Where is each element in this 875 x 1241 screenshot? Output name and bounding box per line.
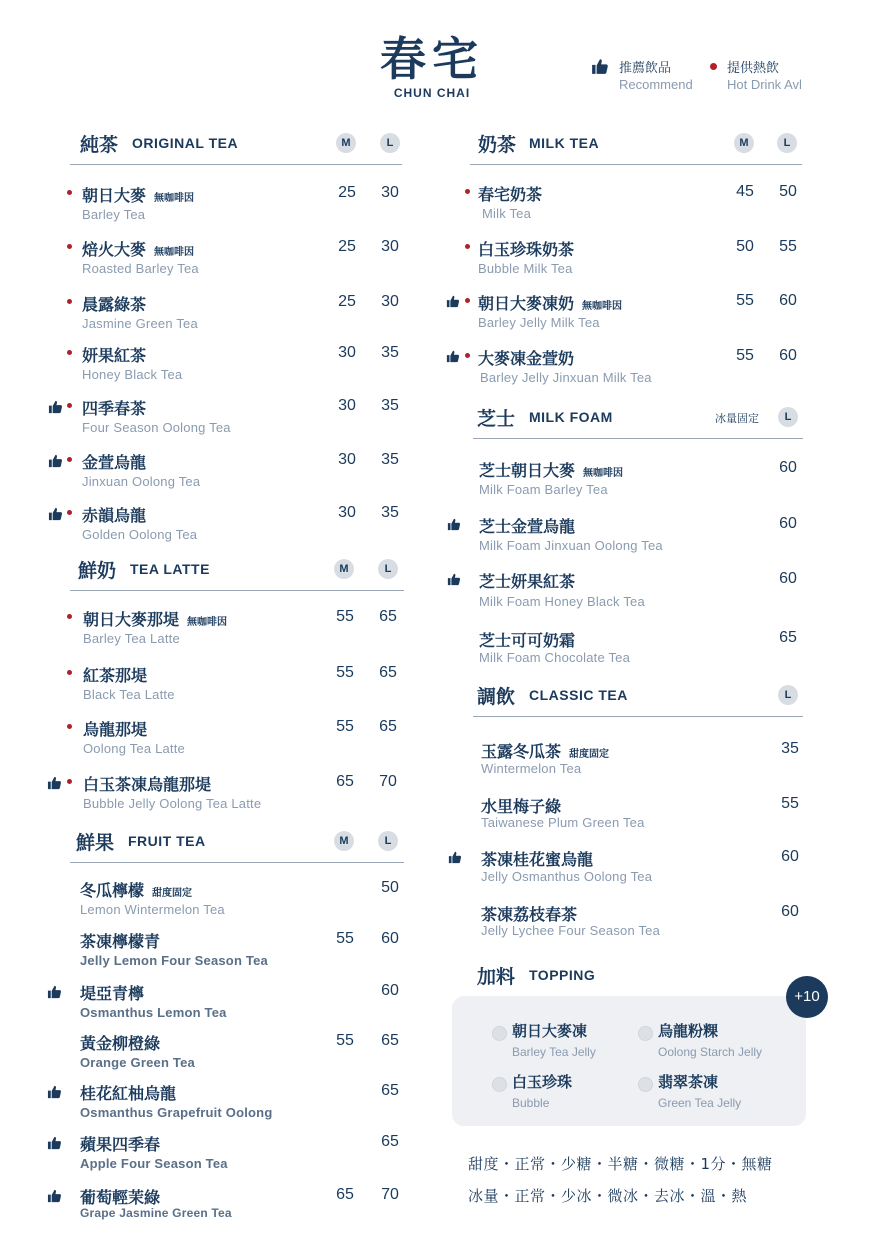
- section-title-en: MILK FOAM: [529, 409, 613, 425]
- menu-item: [479, 514, 809, 558]
- price-l: 30: [381, 238, 399, 255]
- menu-item: [82, 503, 412, 547]
- red-dot-icon: [67, 724, 72, 729]
- red-dot-icon: [465, 298, 470, 303]
- menu-item: [478, 182, 808, 226]
- price-l: 60: [779, 515, 797, 532]
- item-name-en: Apple Four Season Tea: [80, 1156, 228, 1171]
- size-l-badge: L: [777, 133, 797, 153]
- section-tea-latte: [70, 556, 404, 591]
- item-name-en: Bubble Jelly Oolong Tea Latte: [83, 796, 262, 811]
- legend-hot-en: Hot Drink Avl: [727, 77, 802, 92]
- item-note: 無咖啡因: [154, 193, 195, 204]
- item-name-cn: 金萱烏龍: [82, 453, 147, 472]
- price-m: 55: [336, 1032, 354, 1049]
- section-fruit-tea: [70, 828, 404, 863]
- thumbs-up-icon: [48, 399, 63, 414]
- item-name-en: Wintermelon Tea: [481, 761, 582, 776]
- topping-name-en: Oolong Starch Jelly: [658, 1045, 763, 1059]
- item-name-en: Orange Green Tea: [80, 1055, 195, 1070]
- price-l: 35: [381, 344, 399, 361]
- item-name-cn: 烏龍那堤: [83, 720, 148, 739]
- item-name-en: Milk Foam Chocolate Tea: [479, 650, 631, 665]
- size-l-badge: L: [380, 133, 400, 153]
- price-l: 30: [381, 184, 399, 201]
- thumbs-up-icon: [47, 984, 62, 999]
- price-l: 65: [379, 608, 397, 625]
- thumbs-up-icon: [446, 294, 460, 308]
- item-name-cn: 茶凍檸檬青: [80, 932, 161, 951]
- size-l-badge: L: [778, 685, 798, 705]
- legend-recommend-cn: 推薦飲品: [619, 61, 672, 76]
- price-l: 30: [381, 293, 399, 310]
- item-name-en: Jelly Osmanthus Oolong Tea: [481, 869, 653, 884]
- item-name-cn: 朝日大麥那堤 無咖啡因: [83, 610, 228, 629]
- section-classic-tea: [473, 682, 803, 717]
- price-l: 65: [381, 1032, 399, 1049]
- item-note: 無咖啡因: [187, 617, 228, 628]
- thumbs-up-icon: [48, 506, 63, 521]
- item-note: 無咖啡因: [583, 468, 624, 479]
- brand-name-en: CHUN CHAI: [393, 86, 471, 100]
- topping-price-badge: +10: [786, 976, 828, 1018]
- menu-item: [80, 1031, 410, 1075]
- price-l: 70: [379, 773, 397, 790]
- item-name-cn: 蘋果四季春: [80, 1135, 161, 1154]
- item-name-cn: 水里梅子綠: [481, 797, 562, 816]
- item-name-en: Four Season Oolong Tea: [82, 420, 231, 435]
- section-original-tea: [70, 130, 402, 165]
- menu-item: [478, 346, 808, 390]
- item-name-en: Barley Jelly Jinxuan Milk Tea: [480, 370, 652, 385]
- item-name-en: Grape Jasmine Green Tea: [80, 1206, 232, 1220]
- menu-item: [80, 1185, 410, 1229]
- price-m: 55: [336, 664, 354, 681]
- item-name-en: Barley Tea Latte: [83, 631, 180, 646]
- price-m: 65: [336, 773, 354, 790]
- red-dot-icon: [465, 189, 470, 194]
- price-m: 55: [336, 718, 354, 735]
- price-m: 50: [736, 238, 754, 255]
- price-l: 35: [381, 397, 399, 414]
- price-m: 25: [338, 238, 356, 255]
- item-name-cn: 四季春茶: [82, 399, 147, 418]
- section-title-en: MILK TEA: [529, 135, 600, 151]
- item-name-en: Jelly Lychee Four Season Tea: [481, 923, 661, 938]
- thumbs-up-icon: [591, 57, 609, 75]
- item-name-cn: 茶凍荔枝春茶: [481, 905, 578, 924]
- section-title-en: TEA LATTE: [130, 561, 210, 577]
- thumbs-up-icon: [448, 850, 462, 864]
- menu-item: [481, 794, 811, 838]
- thumbs-up-icon: [446, 349, 460, 363]
- menu-item: [83, 607, 413, 651]
- radio-icon[interactable]: [492, 1077, 507, 1092]
- item-note: 無咖啡因: [582, 301, 623, 312]
- menu-item: [80, 929, 410, 973]
- price-m: 30: [338, 344, 356, 361]
- item-name-en: Jinxuan Oolong Tea: [82, 474, 201, 489]
- price-m: 65: [336, 1186, 354, 1203]
- red-dot-icon: [67, 457, 72, 462]
- section-header: [470, 130, 802, 165]
- red-dot-icon: [67, 299, 72, 304]
- item-name-cn: 桂花紅柚烏龍: [80, 1084, 177, 1103]
- price-m: 25: [338, 293, 356, 310]
- menu-item: [83, 663, 413, 707]
- size-m-badge: M: [334, 559, 354, 579]
- item-name-cn: 白玉茶凍烏龍那堤: [83, 775, 212, 794]
- menu-item: [481, 739, 811, 783]
- price-m: 25: [338, 184, 356, 201]
- item-name-cn: 芝士妍果紅茶: [479, 572, 576, 591]
- thumbs-up-icon: [447, 517, 461, 531]
- price-l: 35: [381, 504, 399, 521]
- red-dot-icon: [67, 350, 72, 355]
- item-name-cn: 茶凍桂花蜜烏龍: [481, 850, 594, 869]
- item-name-en: Bubble Milk Tea: [478, 261, 573, 276]
- menu-item: [82, 450, 412, 494]
- topping-option[interactable]: [512, 1071, 572, 1110]
- menu-item: [82, 396, 412, 440]
- item-name-cn: 芝士金萱烏龍: [479, 517, 576, 536]
- item-name-cn: 堤亞青檸: [80, 984, 145, 1003]
- topping-name-cn: 烏龍粉粿: [658, 1022, 719, 1040]
- item-name-cn: 赤韻烏龍: [82, 506, 147, 525]
- menu-item: [80, 878, 410, 922]
- item-name-en: Lemon Wintermelon Tea: [80, 902, 225, 917]
- price-m: 30: [338, 504, 356, 521]
- radio-icon[interactable]: [638, 1077, 653, 1092]
- item-name-en: Black Tea Latte: [83, 687, 175, 702]
- section-title-en: TOPPING: [529, 967, 596, 983]
- thumbs-up-icon: [48, 453, 63, 468]
- item-name-en: Oolong Tea Latte: [83, 741, 185, 756]
- section-title-cn: 鮮果: [76, 832, 115, 854]
- thumbs-up-icon: [47, 1135, 62, 1150]
- price-l: 50: [381, 879, 399, 896]
- item-name-cn: 晨露綠茶: [82, 295, 147, 314]
- item-name-en: Barley Tea: [82, 207, 146, 222]
- sweetness-options: 甜度・正常・少糖・半糖・微糖・1分・無糖: [468, 1155, 773, 1173]
- menu-item: [80, 1132, 410, 1176]
- item-name-en: Barley Jelly Milk Tea: [478, 315, 600, 330]
- price-l: 35: [381, 451, 399, 468]
- menu-item: [82, 183, 412, 227]
- item-name-en: Jelly Lemon Four Season Tea: [80, 953, 268, 968]
- red-dot-icon: [67, 614, 72, 619]
- topping-name-cn: 朝日大麥凍: [512, 1022, 588, 1040]
- section-milk-tea: [470, 130, 802, 165]
- item-name-cn: 朝日大麥 無咖啡因: [82, 186, 195, 205]
- menu-item: [478, 237, 808, 281]
- section-title-en: FRUIT TEA: [128, 833, 206, 849]
- section-header: [70, 828, 404, 863]
- price-l: 60: [779, 570, 797, 587]
- item-name-cn: 冬瓜檸檬 甜度固定: [80, 881, 193, 900]
- thumbs-up-icon: [447, 572, 461, 586]
- brand-name-cn: 春宅: [380, 32, 484, 86]
- size-l-badge: L: [378, 831, 398, 851]
- price-l: 35: [781, 740, 799, 757]
- price-l: 60: [779, 459, 797, 476]
- size-m-badge: M: [734, 133, 754, 153]
- brand-logo: [372, 34, 492, 100]
- price-m: 30: [338, 451, 356, 468]
- menu-item: [82, 292, 412, 336]
- thumbs-up-icon: [47, 775, 62, 790]
- item-name-cn: 葡萄輕茉綠: [80, 1188, 161, 1207]
- item-name-en: Milk Foam Honey Black Tea: [479, 594, 645, 609]
- size-m-badge: M: [334, 831, 354, 851]
- item-name-en: Taiwanese Plum Green Tea: [481, 815, 645, 830]
- section-title-en: CLASSIC TEA: [529, 687, 628, 703]
- item-name-en: Osmanthus Grapefruit Oolong: [80, 1105, 273, 1120]
- menu-item: [478, 291, 808, 335]
- menu-item: [83, 772, 413, 816]
- item-note: 甜度固定: [152, 888, 193, 899]
- item-name-en: Milk Foam Barley Tea: [479, 482, 608, 497]
- topping-name-en: Barley Tea Jelly: [512, 1045, 596, 1059]
- topping-option[interactable]: [512, 1020, 596, 1059]
- price-l: 60: [381, 930, 399, 947]
- price-m: 55: [736, 347, 754, 364]
- menu-item: [479, 569, 809, 613]
- section-header: [70, 556, 404, 591]
- thumbs-up-icon: [47, 1188, 62, 1203]
- item-name-cn: 妍果紅茶: [82, 346, 147, 365]
- menu-item: [80, 981, 410, 1025]
- item-note: 無咖啡因: [154, 247, 195, 258]
- legend-recommend: [619, 57, 693, 92]
- price-l: 60: [779, 292, 797, 309]
- item-name-en: Jasmine Green Tea: [82, 316, 198, 331]
- item-note: 甜度固定: [569, 749, 610, 760]
- section-title-cn: 鮮奶: [78, 560, 117, 582]
- item-name-cn: 玉露冬瓜茶 甜度固定: [481, 742, 610, 761]
- item-name-cn: 朝日大麥凍奶 無咖啡因: [478, 294, 623, 313]
- section-title-cn: 純茶: [80, 134, 119, 156]
- section-note: 冰量固定: [715, 412, 759, 425]
- menu-item: [82, 343, 412, 387]
- thumbs-up-icon: [47, 1084, 62, 1099]
- red-dot-icon: [465, 353, 470, 358]
- item-name-en: Roasted Barley Tea: [82, 261, 199, 276]
- menu-item: [83, 717, 413, 761]
- section-title-en: ORIGINAL TEA: [132, 135, 239, 151]
- item-name-en: Milk Foam Jinxuan Oolong Tea: [479, 538, 663, 553]
- menu-item: [80, 1081, 410, 1125]
- item-name-cn: 芝士可可奶霜: [479, 631, 576, 650]
- price-l: 65: [381, 1082, 399, 1099]
- item-name-cn: 白玉珍珠奶茶: [478, 240, 575, 259]
- section-header: [473, 404, 803, 439]
- red-dot-icon: [710, 63, 717, 70]
- red-dot-icon: [67, 510, 72, 515]
- price-l: 65: [379, 664, 397, 681]
- menu-item: [479, 628, 809, 672]
- topping-name-cn: 翡翠茶凍: [658, 1073, 719, 1091]
- price-l: 65: [381, 1133, 399, 1150]
- size-l-badge: L: [378, 559, 398, 579]
- item-name-en: Golden Oolong Tea: [82, 527, 198, 542]
- item-name-cn: 焙火大麥 無咖啡因: [82, 240, 195, 259]
- menu-item: [481, 902, 811, 946]
- section-milk-foam: [473, 404, 803, 439]
- price-m: 55: [736, 292, 754, 309]
- item-name-cn: 芝士朝日大麥 無咖啡因: [479, 461, 624, 480]
- price-m: 30: [338, 397, 356, 414]
- price-l: 70: [381, 1186, 399, 1203]
- menu-item: [479, 458, 809, 502]
- item-name-cn: 紅茶那堤: [83, 666, 148, 685]
- red-dot-icon: [67, 244, 72, 249]
- price-l: 60: [381, 982, 399, 999]
- legend-hot-cn: 提供熱飲: [727, 61, 780, 76]
- price-l: 50: [779, 183, 797, 200]
- price-m: 55: [336, 930, 354, 947]
- topping-box: [452, 996, 806, 1126]
- legend-recommend-en: Recommend: [619, 77, 693, 92]
- price-l: 55: [779, 238, 797, 255]
- topping-name-en: Bubble: [512, 1096, 550, 1110]
- price-l: 65: [379, 718, 397, 735]
- size-m-badge: M: [336, 133, 356, 153]
- price-m: 55: [336, 608, 354, 625]
- radio-icon[interactable]: [638, 1026, 653, 1041]
- topping-name-en: Green Tea Jelly: [658, 1096, 742, 1110]
- red-dot-icon: [67, 670, 72, 675]
- red-dot-icon: [465, 244, 470, 249]
- price-l: 60: [781, 848, 799, 865]
- item-name-en: Honey Black Tea: [82, 367, 183, 382]
- section-header: [473, 682, 803, 717]
- price-l: 55: [781, 795, 799, 812]
- topping-option[interactable]: [658, 1020, 762, 1059]
- red-dot-icon: [67, 779, 72, 784]
- price-l: 65: [779, 629, 797, 646]
- radio-icon[interactable]: [492, 1026, 507, 1041]
- price-l: 60: [781, 903, 799, 920]
- item-name-cn: 大麥凍金萱奶: [478, 349, 575, 368]
- red-dot-icon: [67, 190, 72, 195]
- topping-name-cn: 白玉珍珠: [512, 1073, 573, 1091]
- section-title-cn: 芝士: [477, 408, 516, 430]
- item-name-cn: 黃金柳橙綠: [80, 1034, 161, 1053]
- menu-item: [82, 237, 412, 281]
- section-title-cn: 加料: [477, 966, 516, 988]
- item-name-en: Milk Tea: [482, 206, 532, 221]
- red-dot-icon: [67, 403, 72, 408]
- legend-hot: [727, 57, 802, 92]
- item-name-cn: 春宅奶茶: [478, 185, 543, 204]
- item-name-en: Osmanthus Lemon Tea: [80, 1005, 227, 1020]
- price-l: 60: [779, 347, 797, 364]
- section-title-cn: 奶茶: [478, 134, 517, 156]
- topping-option[interactable]: [658, 1071, 741, 1110]
- price-m: 45: [736, 183, 754, 200]
- menu-item: [481, 847, 811, 891]
- size-l-badge: L: [778, 407, 798, 427]
- section-title-cn: 調飲: [477, 686, 516, 708]
- ice-options: 冰量・正常・少冰・微冰・去冰・溫・熱: [468, 1187, 748, 1205]
- section-header: [70, 130, 402, 165]
